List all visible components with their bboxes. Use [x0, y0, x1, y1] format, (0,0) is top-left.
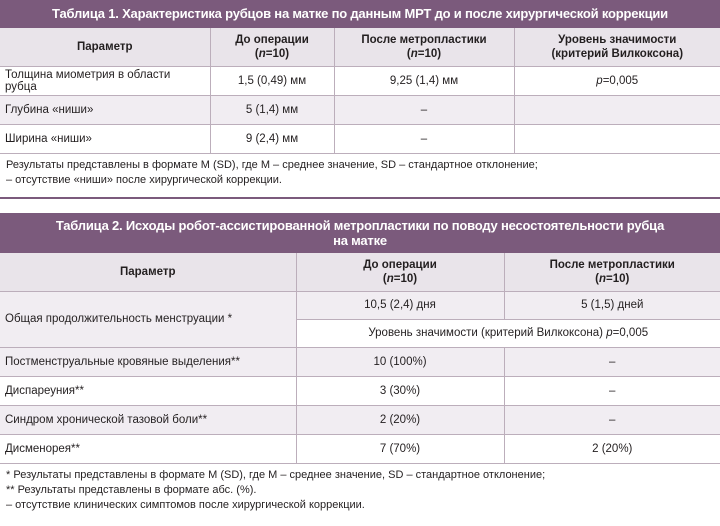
table-row: [0, 124, 720, 153]
table-row: [0, 347, 720, 376]
cell-after: 2 (20%): [504, 434, 720, 463]
table-2-grid: [0, 253, 720, 464]
table-2: [0, 213, 720, 520]
cell-after: 9,25 (1,4) мм: [334, 66, 514, 95]
header-after: После метропластики (n=10): [504, 253, 720, 291]
table-row: [0, 405, 720, 434]
note-line: – отсутствие «ниши» после хирургической коррекции.: [6, 173, 282, 186]
cell-before: 10 (100%): [296, 347, 504, 376]
cell-param: Общая продолжительность менструации *: [0, 291, 296, 347]
cell-significance: [514, 95, 720, 124]
cell-before: 9 (2,4) мм: [210, 124, 334, 153]
table-1-notes: [0, 154, 720, 199]
header-param: Параметр: [0, 28, 210, 66]
cell-before: 7 (70%): [296, 434, 504, 463]
table-row: [0, 291, 720, 319]
cell-after: –: [334, 124, 514, 153]
header-param: Параметр: [0, 253, 296, 291]
header-significance: Уровень значимости (критерий Вилкоксона): [514, 28, 720, 66]
table-2-title: Таблица 2. Исходы робот-ассистированной метропластики по поводу несостоятельности рубца на матке: [0, 213, 720, 253]
cell-param: Диспареуния**: [0, 376, 296, 405]
table-row: [0, 95, 720, 124]
cell-after: 5 (1,5) дней: [504, 291, 720, 319]
table-row: [0, 66, 720, 95]
cell-before: 10,5 (2,4) дня: [296, 291, 504, 319]
cell-before: 5 (1,4) мм: [210, 95, 334, 124]
table-2-header-row: [0, 253, 720, 291]
table-row: [0, 376, 720, 405]
cell-after: –: [504, 405, 720, 434]
table-2-notes: [0, 464, 720, 520]
note-line: ** Результаты представлены в формате абс. (%).: [6, 483, 257, 496]
cell-param: Постменструальные кровяные выделения**: [0, 347, 296, 376]
cell-param: Синдром хронической тазовой боли**: [0, 405, 296, 434]
note-line: – отсутствие клинических симптомов после хирургической коррекции.: [6, 498, 365, 511]
cell-after: –: [504, 376, 720, 405]
header-before: До операции (n=10): [210, 28, 334, 66]
table-1-grid: [0, 28, 720, 154]
header-before: До операции (n=10): [296, 253, 504, 291]
cell-significance: p=0,005: [514, 66, 720, 95]
note-line: Результаты представлены в формате M (SD), где M – среднее значение, SD – стандартное отклонение;: [6, 158, 538, 171]
cell-significance: Уровень значимости (критерий Вилкоксона) p=0,005: [296, 319, 720, 347]
cell-before: 1,5 (0,49) мм: [210, 66, 334, 95]
header-after: После метропластики (n=10): [334, 28, 514, 66]
cell-after: –: [334, 95, 514, 124]
note-line: * Результаты представлены в формате M (SD), где M – среднее значение, SD – стандартное отклонение;: [6, 468, 546, 481]
table-row: [0, 434, 720, 463]
table-1-header-row: [0, 28, 720, 66]
cell-param: Ширина «ниши»: [0, 124, 210, 153]
cell-after: –: [504, 347, 720, 376]
cell-param: Толщина миометрия в области рубца: [0, 66, 210, 95]
cell-param: Глубина «ниши»: [0, 95, 210, 124]
table-1: [0, 0, 720, 199]
table-1-title: Таблица 1. Характеристика рубцов на матке по данным МРТ до и после хирургической коррекции: [0, 0, 720, 28]
cell-significance: [514, 124, 720, 153]
cell-before: 3 (30%): [296, 376, 504, 405]
cell-before: 2 (20%): [296, 405, 504, 434]
cell-param: Дисменорея**: [0, 434, 296, 463]
